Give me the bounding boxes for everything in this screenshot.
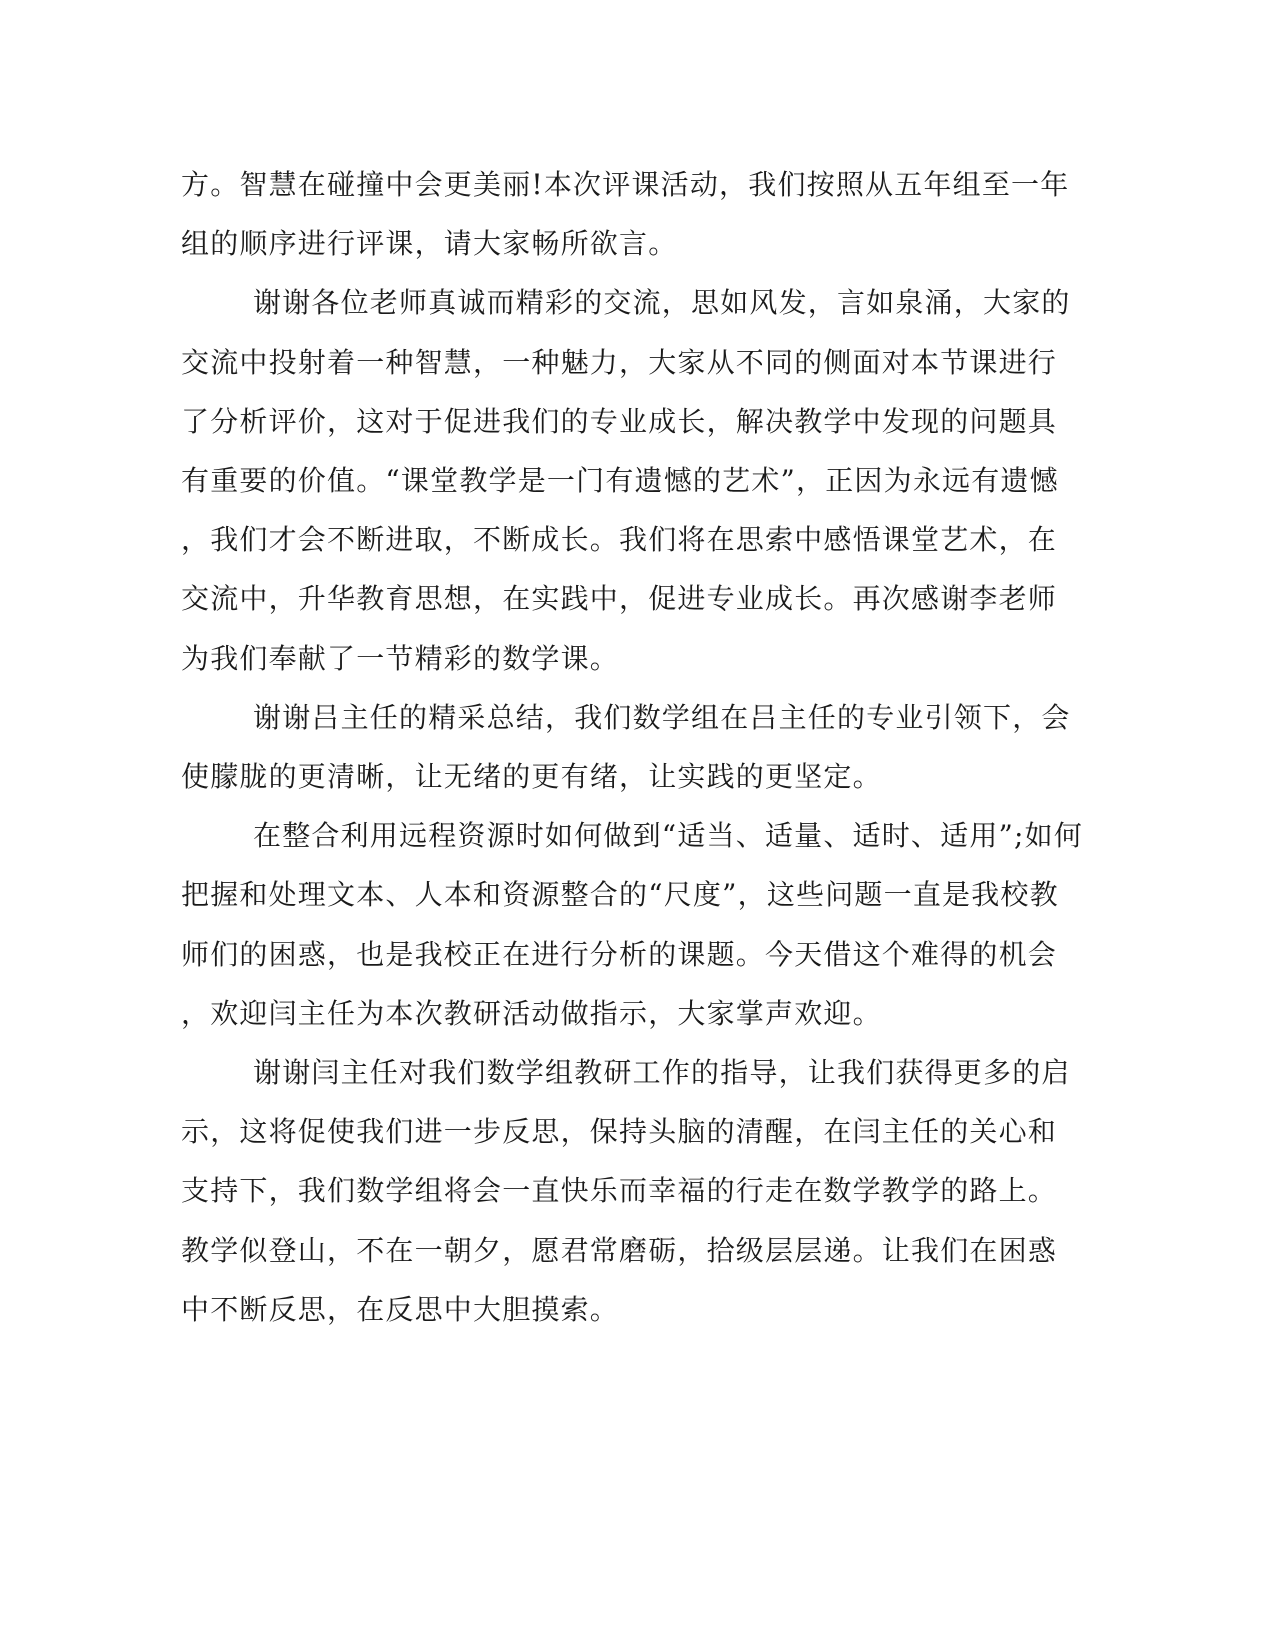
text-line: 示，这将促使我们进一步反思，保持头脑的清醒，在闫主任的关心和 <box>181 1115 1058 1149</box>
text-line: 交流中，升华教育思想，在实践中，促进专业成长。再次感谢李老师 <box>181 582 1058 616</box>
text-line: 支持下，我们数学组将会一直快乐而幸福的行走在数学教学的路上。 <box>181 1174 1058 1208</box>
text-line: 了分析评价，这对于促进我们的专业成长，解决教学中发现的问题具 <box>181 404 1058 438</box>
text-line: 谢谢各位老师真诚而精彩的交流，思如风发，言如泉涌，大家的 <box>253 286 1071 320</box>
text-line: ，我们才会不断进取，不断成长。我们将在思索中感悟课堂艺术，在 <box>181 523 1058 557</box>
text-line: 谢谢吕主任的精采总结，我们数学组在吕主任的专业引领下，会 <box>253 700 1071 734</box>
text-line: 谢谢闫主任对我们数学组教研工作的指导，让我们获得更多的启 <box>253 1056 1071 1090</box>
text-line: ，欢迎闫主任为本次教研活动做指示，大家掌声欢迎。 <box>181 996 882 1030</box>
text-line: 组的顺序进行评课，请大家畅所欲言。 <box>181 227 678 261</box>
text-line: 在整合利用远程资源时如何做到“适当、适量、适时、适用”;如何 <box>253 819 1084 853</box>
text-line: 中不断反思，在反思中大胆摸索。 <box>181 1292 620 1326</box>
paragraph-5 <box>181 1043 1091 1339</box>
text-line: 使朦胧的更清晰，让无绪的更有绪，让实践的更坚定。 <box>181 760 882 794</box>
text-line: 把握和处理文本、人本和资源整合的“尺度”，这些问题一直是我校教 <box>181 878 1059 912</box>
text-line: 为我们奉献了一节精彩的数学课。 <box>181 641 620 675</box>
paragraph-4 <box>181 806 1091 1043</box>
paragraph-2 <box>181 273 1091 687</box>
text-line: 方。智慧在碰撞中会更美丽!本次评课活动，我们按照从五年组至一年 <box>181 168 1070 201</box>
text-line: 师们的困惑，也是我校正在进行分析的课题。今天借这个难得的机会 <box>181 937 1058 971</box>
document-body <box>181 155 1091 1339</box>
paragraph-3 <box>181 688 1091 806</box>
paragraph-1 <box>181 155 1091 273</box>
text-line: 交流中投射着一种智慧，一种魅力，大家从不同的侧面对本节课进行 <box>181 345 1058 379</box>
text-line: 有重要的价值。“课堂教学是一门有遗憾的艺术”，正因为永远有遗憾 <box>181 464 1059 498</box>
text-line: 教学似登山，不在一朝夕，愿君常磨砺，拾级层层递。让我们在困惑 <box>181 1233 1058 1267</box>
